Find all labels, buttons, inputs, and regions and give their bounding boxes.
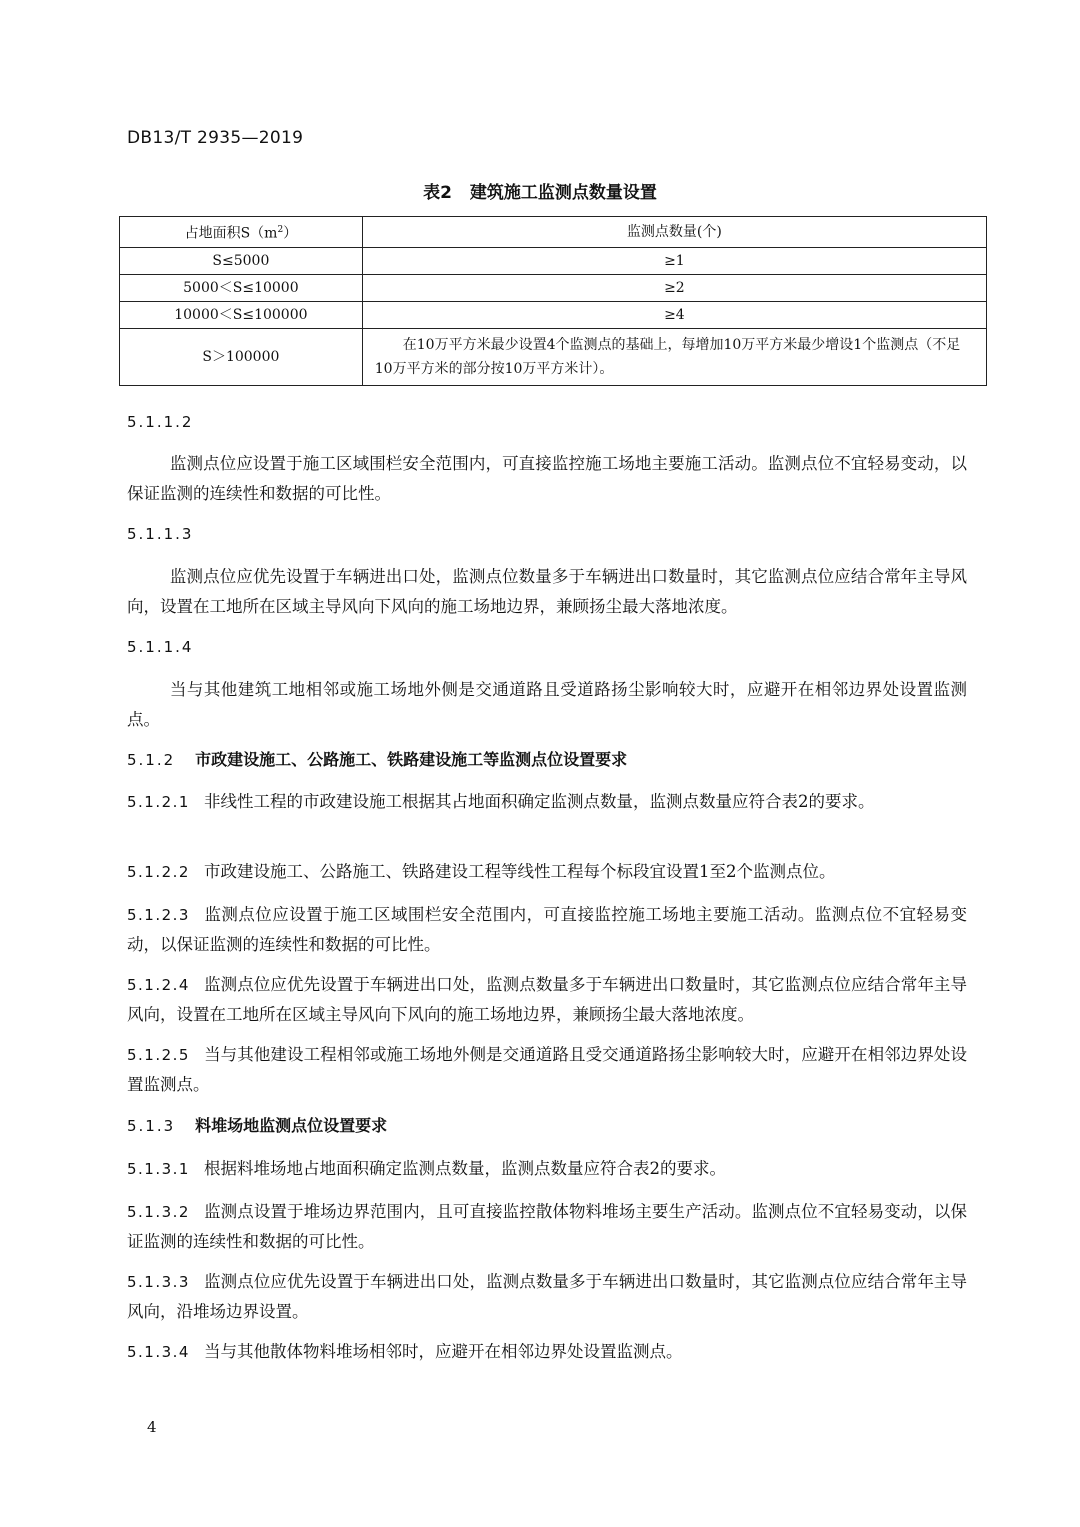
clause-paragraph [127, 1040, 967, 1100]
count-cell: ≥2 [362, 274, 986, 301]
clause-text: 非线性工程的市政建设施工根据其占地面积确定监测点数量，监测点数量应符合表2的要求。 [203, 792, 875, 811]
table-row [120, 301, 987, 328]
clause-paragraph [127, 1197, 967, 1257]
table-caption [0, 178, 1080, 203]
clause-text: 监测点位应优先设置于车辆进出口处，监测点数量多于车辆进出口数量时，其它监测点位应结合常年主导风向，沿堆场边界设置。 [127, 1272, 967, 1321]
clause-text: 监测点位应优先设置于车辆进出口处，监测点位数量多于车辆进出口数量时，其它监测点位应结合常年主导风向，设置在工地所在区域主导风向下风向的施工场地边界，兼顾扬尘最大落地浓度。 [127, 567, 967, 616]
column-header-count: 监测点数量(个) [362, 217, 986, 248]
clause-number: 5.1.2.5 [127, 1046, 190, 1064]
section-heading [127, 1111, 967, 1141]
count-cell: ≥1 [362, 247, 986, 274]
clause-number: 5.1.3.2 [127, 1203, 190, 1221]
clause-number: 5.1.1.3 [127, 525, 194, 543]
clause-paragraph [127, 1267, 967, 1327]
clause-text: 根据料堆场地占地面积确定监测点数量，监测点数量应符合表2的要求。 [203, 1159, 726, 1178]
clause-text: 监测点位应设置于施工区域围栏安全范围内，可直接监控施工场地主要施工活动。监测点位不宜轻易变动，以保证监测的连续性和数据的可比性。 [127, 454, 967, 503]
clause-text: 监测点设置于堆场边界范围内，且可直接监控散体物料堆场主要生产活动。监测点位不宜轻易变动，以保证监测的连续性和数据的可比性。 [127, 1202, 967, 1251]
document-code: DB13/T 2935—2019 [127, 128, 304, 148]
table-row [120, 328, 987, 385]
table-title: 建筑施工监测点数量设置 [469, 183, 657, 203]
clause-paragraph [127, 970, 967, 1030]
clause-text: 监测点位应优先设置于车辆进出口处，监测点数量多于车辆进出口数量时，其它监测点位应结合常年主导风向，设置在工地所在区域主导风向下风向的施工场地边界，兼顾扬尘最大落地浓度。 [127, 975, 967, 1024]
section-title: 市政建设施工、公路施工、铁路建设施工等监测点位设置要求 [195, 750, 628, 769]
clause-text: 监测点位应设置于施工区域围栏安全范围内，可直接监控施工场地主要施工活动。监测点位不宜轻易变动，以保证监测的连续性和数据的可比性。 [127, 905, 967, 954]
clause-paragraph [127, 1154, 967, 1184]
clause-number: 5.1.3.3 [127, 1273, 190, 1291]
clause-number: 5.1.3.1 [127, 1160, 190, 1178]
column-header-area: 占地面积$S(m^2)$ [120, 217, 363, 248]
clause-text: 当与其他散体物料堆场相邻时，应避开在相邻边界处设置监测点。 [203, 1342, 683, 1361]
clause-text: 当与其他建设工程相邻或施工场地外侧是交通道路且受交通道路扬尘影响较大时，应避开在相邻边界处设置监测点。 [127, 1045, 967, 1094]
clause-paragraph [127, 857, 967, 887]
area-cell: 10000＜S≤100000 [120, 301, 363, 328]
count-cell: ≥4 [362, 301, 986, 328]
clause-number: 5.1.1.4 [127, 638, 194, 656]
table-header-row [120, 217, 987, 248]
monitoring-points-table [119, 216, 987, 386]
section-number: 5.1.3 [127, 1117, 176, 1135]
table-row [120, 247, 987, 274]
clause-text: 当与其他建筑工地相邻或施工场地外侧是交通道路且受道路扬尘影响较大时，应避开在相邻边界处设置监测点。 [127, 680, 967, 729]
section-title: 料堆场地监测点位设置要求 [195, 1116, 388, 1135]
clause-number: 5.1.2.2 [127, 863, 190, 881]
table-row [120, 274, 987, 301]
table-number: 表2 [423, 183, 452, 203]
clause-paragraph [127, 1337, 967, 1367]
clause-paragraph [127, 900, 967, 960]
count-cell: 在10万平方米最少设置4个监测点的基础上，每增加10万平方米最少增设1个监测点（不足10万平方米的部分按10万平方米计）。 [362, 328, 986, 385]
clause-number: 5.1.1.2 [127, 413, 194, 431]
clause-number: 5.1.3.4 [127, 1343, 190, 1361]
clause-text: 市政建设施工、公路施工、铁路建设工程等线性工程每个标段宜设置1至2个监测点位。 [203, 862, 836, 881]
clause-number: 5.1.2.3 [127, 906, 190, 924]
clause-paragraph [127, 787, 967, 817]
area-cell: S≤5000 [120, 247, 363, 274]
page-number: 4 [147, 1418, 157, 1436]
area-cell: 5000＜S≤10000 [120, 274, 363, 301]
clause-number: 5.1.2.1 [127, 793, 190, 811]
section-number: 5.1.2 [127, 751, 176, 769]
clause-number: 5.1.2.4 [127, 976, 190, 994]
section-heading [127, 745, 967, 775]
area-cell: S＞100000 [120, 328, 363, 385]
